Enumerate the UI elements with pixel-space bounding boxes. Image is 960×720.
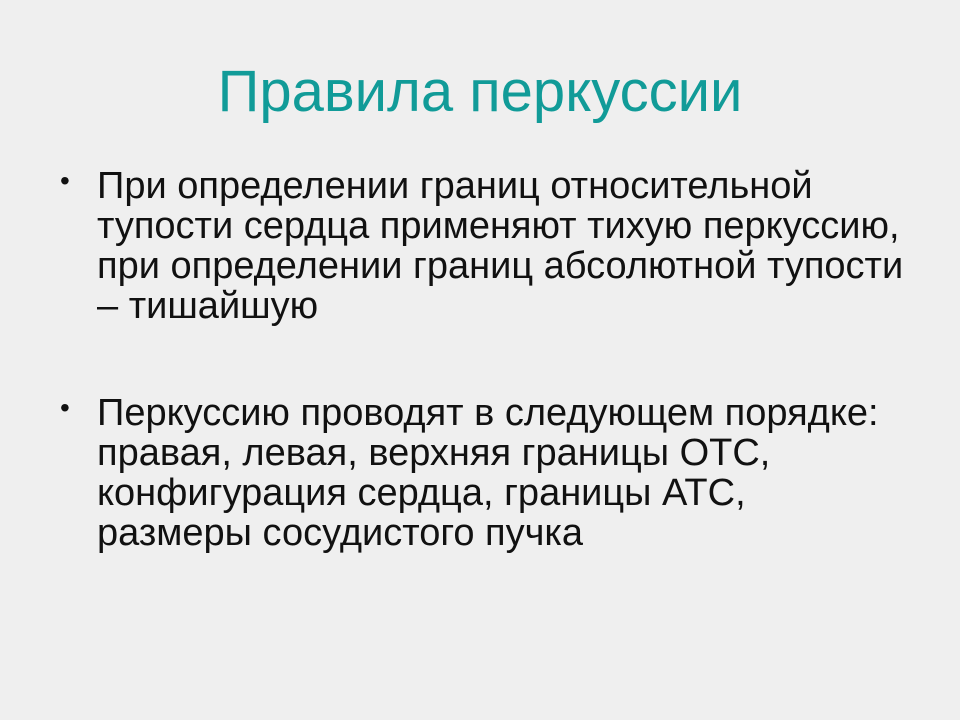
bullet-item-relative-dullness	[60, 166, 910, 326]
bullet-icon: •	[60, 392, 70, 423]
slide-title: Правила перкуссии	[217, 59, 743, 124]
bullet-item-percussion-order	[60, 393, 910, 553]
bullet-text: При определении границ относительной тупости сердца применяют тихую перкуссию, при определении границ абсолютной тупости – тишайшую	[97, 165, 904, 327]
bullet-icon: •	[60, 165, 70, 196]
bullet-text: Перкуссию проводят в следующем порядке: правая, левая, верхняя границы ОТС, конфигурация сердца, границы АТС, размеры сосудистого пучка	[97, 392, 879, 554]
bullet-list	[60, 166, 910, 553]
